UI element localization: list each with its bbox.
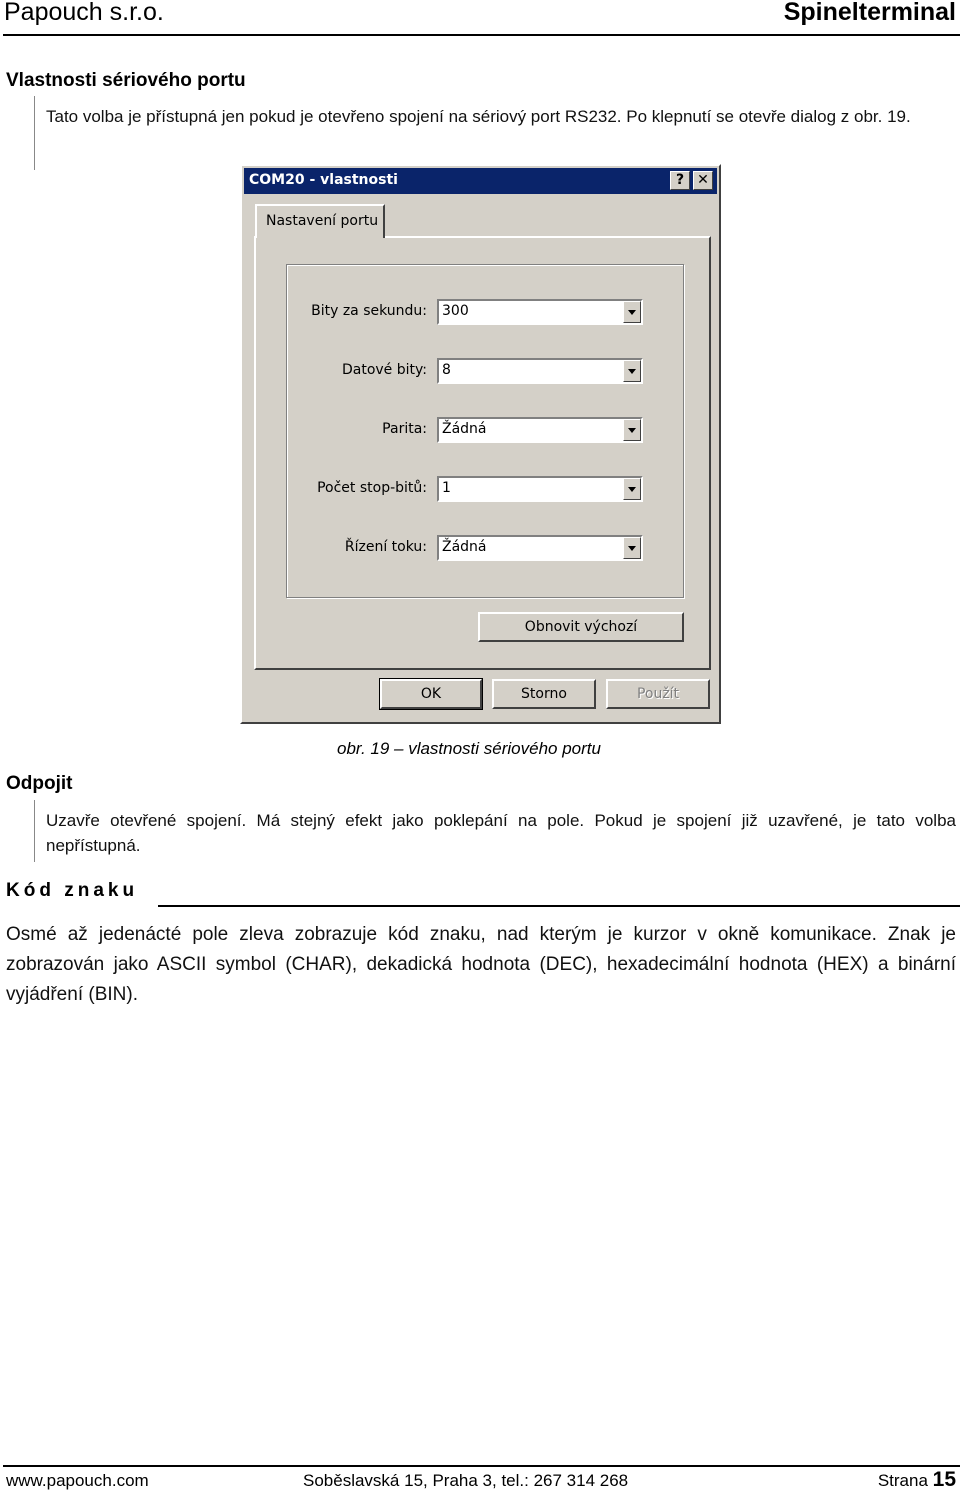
chevron-down-icon[interactable] — [623, 419, 641, 441]
section-text-charcode: Osmé až jedenácté pole zleva zobrazuje kód znaku, nad kterým je kurzor v okně komunikace. Znak je zobrazován jako ASCII symbol (CHAR), dekadická hodnota (DEC), hexadecimální hodnota (HEX) a binární vyjádření (BIN). — [6, 924, 956, 1005]
flowcontrol-value: Žádná — [442, 539, 487, 555]
section-text-disconnect: Uzavře otevřené spojení. Má stejný efekt jako poklepání na pole. Pokud je spojení již uzavřené, je tato volba nepřístupná. — [46, 811, 956, 855]
baud-select[interactable] — [437, 299, 643, 325]
footer-website: www.papouch.com — [6, 1471, 149, 1490]
footer-divider — [3, 1465, 960, 1467]
flowcontrol-select[interactable] — [437, 535, 643, 561]
section-text-serial: Tato volba je přístupná jen pokud je otevřeno spojení na sériový port RS232. Po klepnutí se otevře dialog z obr. 19. — [46, 107, 911, 126]
flowcontrol-label: Řízení toku: — [344, 539, 427, 555]
product-name: Spinelterminal — [783, 0, 956, 26]
baud-value: 300 — [442, 303, 469, 319]
restore-defaults-button[interactable]: Obnovit výchozí — [478, 612, 684, 642]
footer-page — [878, 1468, 956, 1492]
indent-bar — [34, 800, 35, 862]
indent-bar — [34, 96, 35, 170]
close-icon[interactable]: ✕ — [693, 171, 713, 190]
stopbits-label: Počet stop-bitů: — [317, 480, 427, 496]
parity-label: Parita: — [382, 421, 427, 437]
footer-address: Soběslavská 15, Praha 3, tel.: 267 314 268 — [303, 1471, 629, 1490]
company-name: Papouch s.r.o. — [4, 0, 164, 26]
chevron-down-icon[interactable] — [623, 478, 641, 500]
section-divider — [158, 905, 960, 907]
stopbits-value: 1 — [442, 480, 451, 496]
page-label: Strana — [877, 1471, 928, 1490]
databits-label: Datové bity: — [341, 362, 427, 378]
apply-button[interactable]: Použít — [606, 679, 710, 709]
parity-value: Žádná — [442, 421, 487, 437]
databits-value: 8 — [442, 362, 451, 378]
tab-port-settings[interactable]: Nastavení portu — [255, 204, 385, 238]
figure-caption: obr. 19 – vlastnosti sériového portu — [337, 739, 601, 758]
tab-panel — [254, 236, 711, 670]
baud-label: Bity za sekundu: — [311, 303, 427, 319]
section-title-charcode: Kód znaku — [6, 880, 139, 901]
port-properties-dialog — [240, 164, 721, 724]
stopbits-select[interactable] — [437, 476, 643, 502]
cancel-button[interactable]: Storno — [492, 679, 596, 709]
dialog-titlebar — [244, 168, 717, 194]
section-title-serial: Vlastnosti sériového portu — [6, 70, 246, 91]
page-number: 15 — [932, 1468, 956, 1491]
settings-group — [286, 264, 684, 598]
header-divider — [3, 34, 960, 36]
chevron-down-icon[interactable] — [623, 301, 641, 323]
dialog-title: COM20 - vlastnosti — [249, 172, 398, 188]
databits-select[interactable] — [437, 358, 643, 384]
parity-select[interactable] — [437, 417, 643, 443]
ok-button[interactable]: OK — [380, 679, 482, 709]
chevron-down-icon[interactable] — [623, 360, 641, 382]
help-icon[interactable]: ? — [670, 171, 690, 190]
chevron-down-icon[interactable] — [623, 537, 641, 559]
section-title-disconnect: Odpojit — [6, 773, 73, 794]
